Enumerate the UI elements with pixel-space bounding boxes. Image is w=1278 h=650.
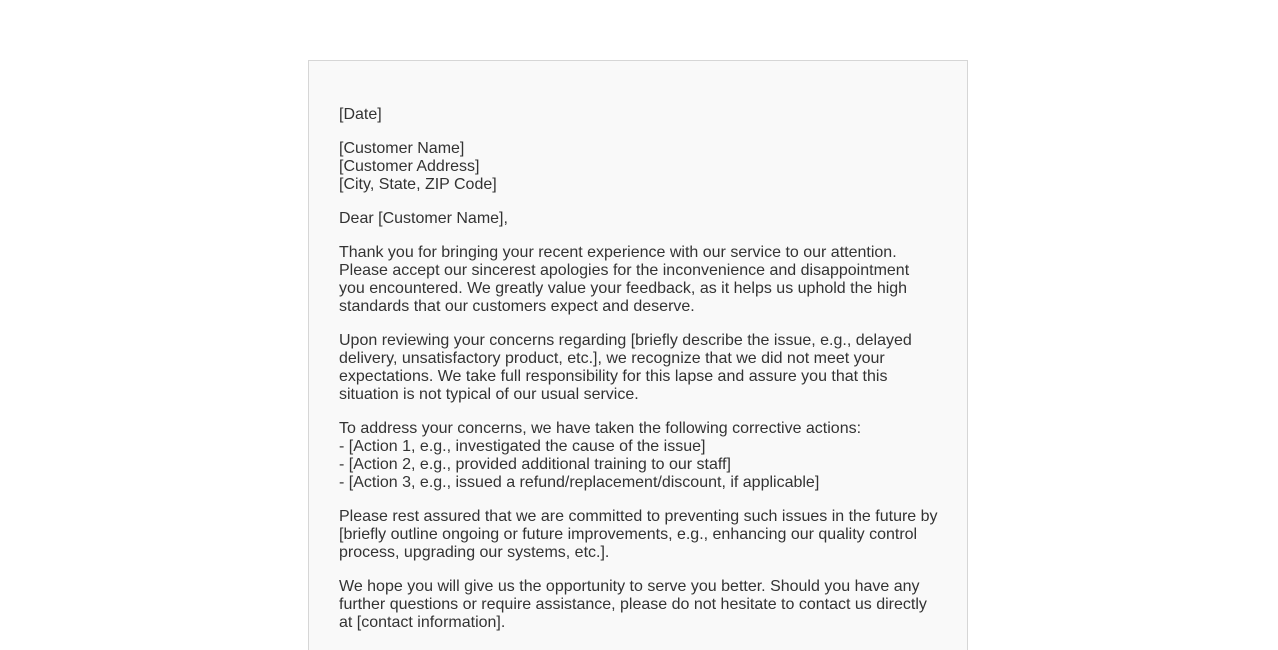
paragraph-line: further questions or require assistance, please do not hesitate to contact us directly <box>339 596 927 613</box>
paragraph-line: expectations. We take full responsibility for this lapse and assure you that this <box>339 368 888 385</box>
paragraph-line: process, upgrading our systems, etc.]. <box>339 544 610 561</box>
letter-page <box>308 60 968 650</box>
recipient-city: [City, State, ZIP Code] <box>339 176 497 193</box>
paragraph-commitment <box>339 508 937 562</box>
action-item: - [Action 1, e.g., investigated the cause of the issue] <box>339 438 706 455</box>
paragraph-line: [briefly outline ongoing or future improvements, e.g., enhancing our quality control <box>339 526 918 543</box>
letter-date <box>339 106 937 124</box>
paragraph-apology <box>339 244 937 316</box>
paragraph-actions <box>339 420 937 492</box>
paragraph-line: Upon reviewing your concerns regarding [briefly describe the issue, e.g., delayed <box>339 332 912 349</box>
paragraph-line: standards that our customers expect and deserve. <box>339 298 695 315</box>
paragraph-closing <box>339 578 937 632</box>
paragraph-line: you encountered. We greatly value your feedback, as it helps us uphold the high <box>339 280 908 297</box>
paragraph-line: Please accept our sincerest apologies for the inconvenience and disappointment <box>339 262 910 279</box>
action-item: - [Action 3, e.g., issued a refund/replacement/discount, if applicable] <box>339 474 820 491</box>
paragraph-line: at [contact information]. <box>339 614 506 631</box>
paragraph-line: delivery, unsatisfactory product, etc.], we recognize that we did not meet your <box>339 350 885 367</box>
paragraph-line: To address your concerns, we have taken the following corrective actions: <box>339 420 862 437</box>
action-item: - [Action 2, e.g., provided additional training to our staff] <box>339 456 731 473</box>
paragraph-line: Please rest assured that we are committed to preventing such issues in the future by <box>339 508 938 525</box>
paragraph-review <box>339 332 937 404</box>
salutation-text: Dear [Customer Name], <box>339 210 508 227</box>
recipient-address <box>339 140 937 194</box>
paragraph-line: We hope you will give us the opportunity to serve you better. Should you have any <box>339 578 920 595</box>
paragraph-line: situation is not typical of our usual service. <box>339 386 639 403</box>
paragraph-line: Thank you for bringing your recent experience with our service to our attention. <box>339 244 897 261</box>
date-text: [Date] <box>339 106 382 123</box>
recipient-name: [Customer Name] <box>339 140 465 157</box>
salutation <box>339 210 937 228</box>
recipient-street: [Customer Address] <box>339 158 480 175</box>
